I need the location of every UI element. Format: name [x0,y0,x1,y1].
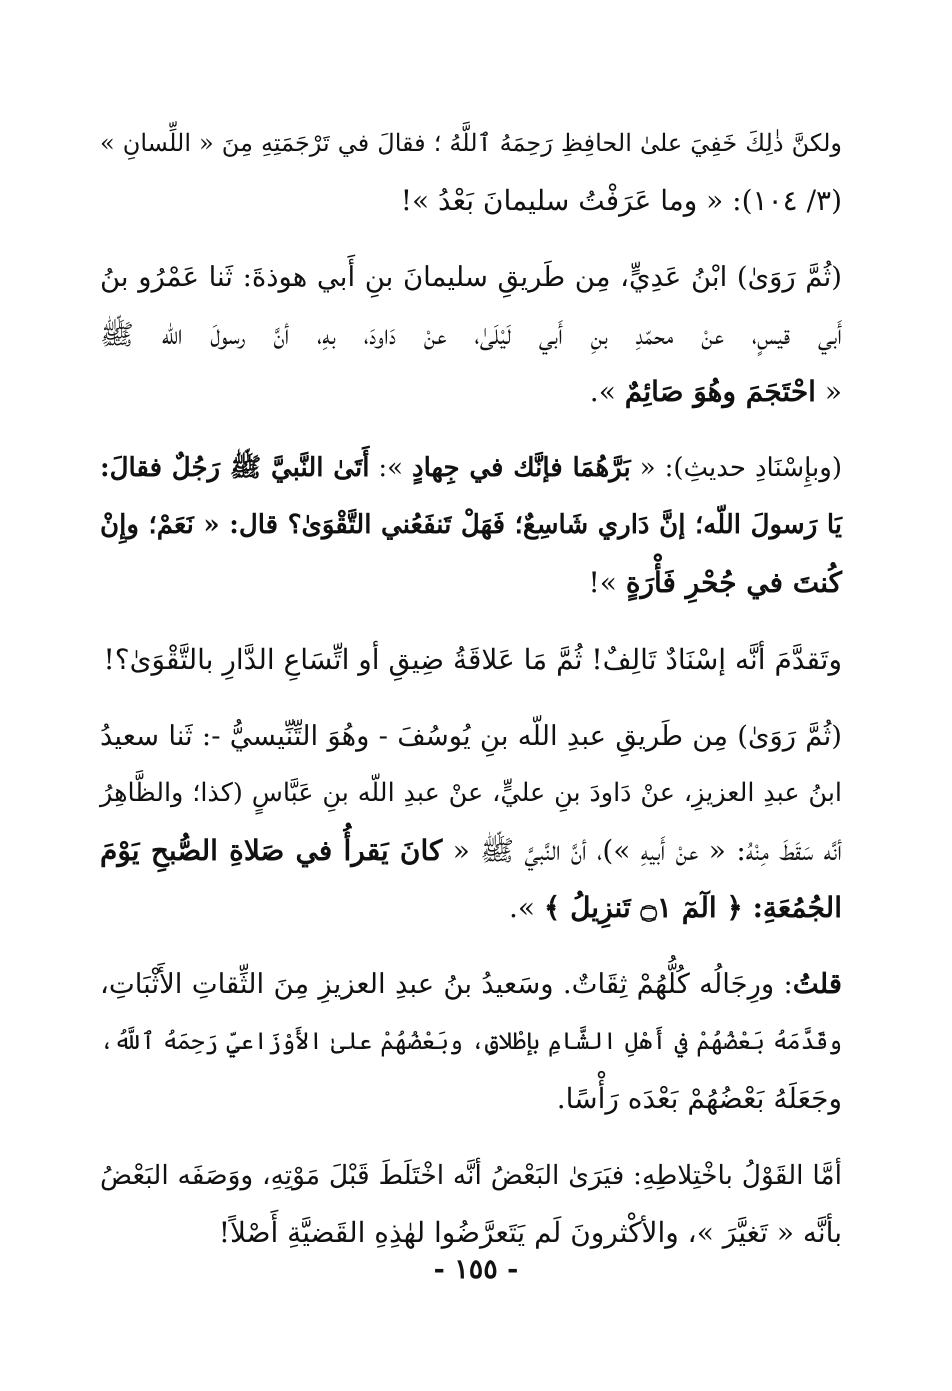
text-line [100,822,842,879]
text-run: (ثُمَّ رَوَىٰ) ابْنُ عَدِيٍّ، مِن طَريقِ سليمانَ بنِ أَبي هوذةَ: ثَنا عَمْرُو بنُ [100,261,842,293]
paragraph [100,708,842,936]
text-line [100,1147,842,1204]
text-run: وقَدَّمَهُ بَعْضُهُمْ في أَهْلِ الشَّامِ بإطْلاقٍ، وبَعْضُهُمْ علىٰ الأَوْزَاعيِّ رَحِمَهُ ٱللَّهُ، [100,1027,842,1055]
bold-text-run: الجُمُعَةِ: ﴿ الٓمٓ ۝١ تَنزِيلُ ﴾ [543,891,842,924]
text-run: : ورِجَالُه كُلُّهُمْ ثِقَاتٌ. وسَعيدُ بنُ عبدِ العزيزِ مِنَ الثِّقاتِ الأَثْبَاتِ، [100,968,793,1000]
text-run: (وبإِسْنَادِ حديثِ): « [630,453,842,483]
bold-text-run: أَتَىٰ النَّبيَّ ﷺ رَجُلٌ فقالَ: [100,453,370,483]
text-line [100,1204,842,1261]
text-line [100,306,842,363]
bold-text-run: كُنتَ في جُحْرِ فَأْرَةٍ [625,566,842,599]
text-line [100,1013,842,1070]
paragraph [100,631,842,688]
text-run: بأنَّه « تَغيَّرَ »، والأكْثرونَ لَم يَتَعرَّضُوا لهٰذِهِ القَضيَّةِ أَصْلاً! [218,1216,842,1249]
bold-text-run: بَرَّهُمَا فإنَّك في جِهادٍ [412,453,631,483]
bold-text-run: يَا رَسولَ اللّه؛ إنَّ دَاري شَاسِعٌ؛ فَهَلْ تَنفَعُني التَّقْوَىٰ؟ قال: « نَعَمْ؛ وإِنْ [100,510,842,540]
text-run: (٣/ ١٠٤): « وما عَرَفْتُ سليمانَ بَعْدُ »! [400,184,842,217]
text-line [100,879,842,936]
text-run: »! [588,566,626,599]
text-run: وتَقدَّمَ أنَّه إسْنَادٌ تَالِفٌ! ثُمَّ مَا عَلاقَةُ ضِيقِ أو اتِّسَاعِ الدَّارِ بالتَّقْوَىٰ؟! [103,643,842,676]
paragraph [100,956,842,1127]
text-run: أمَّا القَوْلُ باخْتِلاطِهِ: فيَرَىٰ البَعْضُ أنَّه اخْتَلَطَ قَبْلَ مَوْتِهِ، ووَصَفَه البَعْضُ [100,1160,842,1191]
text-run: ». [589,375,625,408]
text-line [100,249,842,306]
text-run: ولكنَّ ذٰلِكَ خَفِيَ علىٰ الحافِظِ رَحِمَهُ ٱللَّهُ ؛ فقالَ في تَرْجَمَتِهِ مِنَ « اللِّسانِ » [100,129,842,157]
text-line [100,765,842,822]
paragraph [100,115,842,229]
text-run: وجَعَلَهُ بَعْضُهُمْ بَعْدَه رَأْسًا. [556,1082,842,1115]
paragraph [100,249,842,420]
text-line [100,631,842,688]
page-number: - ١٥٥ - [433,1254,519,1285]
text-line [100,440,842,497]
bold-text-run: كانَ يَقرأُ في صَلاةِ الصُّبحِ يَوْمَ [100,834,443,867]
text-line [100,708,842,765]
text-line [100,1070,842,1127]
bold-text-run: قلتُ [792,968,842,1000]
text-run: (ثُمَّ رَوَىٰ) مِن طَريقِ عبدِ اللّه بنِ يُوسُفَ - وهُوَ التِّنِّيسيُّ -: ثَنا سعيدُ [100,720,842,752]
paragraph [100,440,842,611]
text-run: ». [508,891,544,924]
text-run: ابنُ عبدِ العزيزِ، عنْ دَاودَ بنِ عليٍّ، عنْ عبدِ اللّه بنِ عَبَّاسٍ (كذا؛ والظَّاهِرُ [100,778,842,808]
text-line [100,363,842,420]
text-run: أَبي قيسٍ، عنْ محمّدِ بنِ أَبي لَيْلَىٰ، عنْ دَاودَ، بهِ، أنَّ رسولَ اللّه ﷺ [100,318,842,351]
bold-text-run: احْتَجَمَ وهُوَ صَائِمٌ [624,375,816,408]
paragraph [100,1147,842,1261]
text-line [100,554,842,611]
text-line [100,497,842,554]
text-line [100,115,842,172]
text-line [100,172,842,229]
text-run: « [815,375,842,408]
text-run: أنَّه سَقَطَ مِنْهُ: « عنْ أَبيهِ »)، أنَّ النَّبيَّ ﷺ « [442,834,842,867]
text-line [100,956,842,1013]
text-run: »: [369,453,413,483]
page-body [100,115,842,1281]
